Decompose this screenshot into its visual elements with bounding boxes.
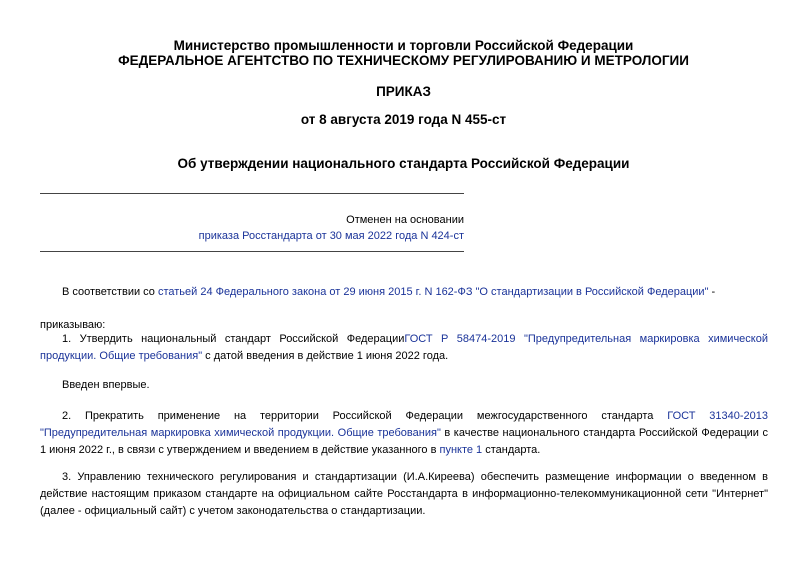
gost-r-58474-link[interactable]: ГОСТ Р 58474-2019 "Предупредительная маркировка химической продукции. Общие требования" (40, 333, 768, 362)
item-1-suffix: с датой введения в действие 1 июня 2022 года. (202, 350, 449, 362)
preamble-paragraph (40, 284, 768, 301)
item-3-paragraph: 3. Управлению технического регулирования и стандартизации (И.А.Киреева) обеспечить размещение информации о введенном в действие настоящим приказом стандарте на официальном сайте Росстандарта в информационно-телекоммуникационной сети "Интернет" (далее - официальный сайт) с учетом законодательства о стандартизации. (40, 471, 768, 517)
order-word: приказываю: (40, 319, 106, 331)
bottom-divider (40, 251, 464, 252)
item-2-paragraph (40, 408, 768, 459)
ministry-name: Министерство промышленности и торговли Российской Федерации (173, 38, 634, 53)
item-2-suffix: стандарта. (482, 444, 541, 456)
preamble-suffix: - (708, 286, 716, 298)
item-1-prefix: 1. Утвердить национальный стандарт Российской Федерации (62, 333, 405, 345)
point-1-link[interactable]: пункте 1 (439, 444, 483, 456)
cancellation-line (40, 229, 464, 243)
item-2-middle: в качестве национального стандарта Российской Федерации с 1 июня 2022 г., в связи с утверждением и введением в действие указанного в (40, 427, 768, 456)
document-type: ПРИКАЗ (376, 84, 431, 99)
top-divider (40, 193, 464, 194)
preamble-prefix: В соответствии со (62, 286, 158, 298)
federal-law-link[interactable]: статьей 24 Федерального закона от 29 июня 2015 г. N 162-ФЗ "О стандартизации в Российской Федерации" (157, 286, 709, 298)
agency-name: ФЕДЕРАЛЬНОЕ АГЕНТСТВО ПО ТЕХНИЧЕСКОМУ РЕГУЛИРОВАНИЮ И МЕТРОЛОГИИ (118, 53, 689, 68)
item-2-prefix: 2. Прекратить применение на территории Российской Федерации межгосударственного стандарта (62, 410, 668, 422)
gost-31340-link[interactable]: ГОСТ 31340-2013 "Предупредительная маркировка химической продукции. Общие требования" (40, 410, 768, 439)
introduced-note: Введен впервые. (62, 379, 150, 391)
cancellation-notice: Отменен на основании (346, 214, 464, 226)
document-date-number: от 8 августа 2019 года N 455-ст (300, 112, 507, 127)
document-title: Об утверждении национального стандарта Российской Федерации (177, 156, 630, 171)
item-1-paragraph (40, 331, 768, 365)
cancellation-order-link[interactable]: приказа Росстандарта от 30 мая 2022 года N 424-ст (198, 230, 464, 242)
